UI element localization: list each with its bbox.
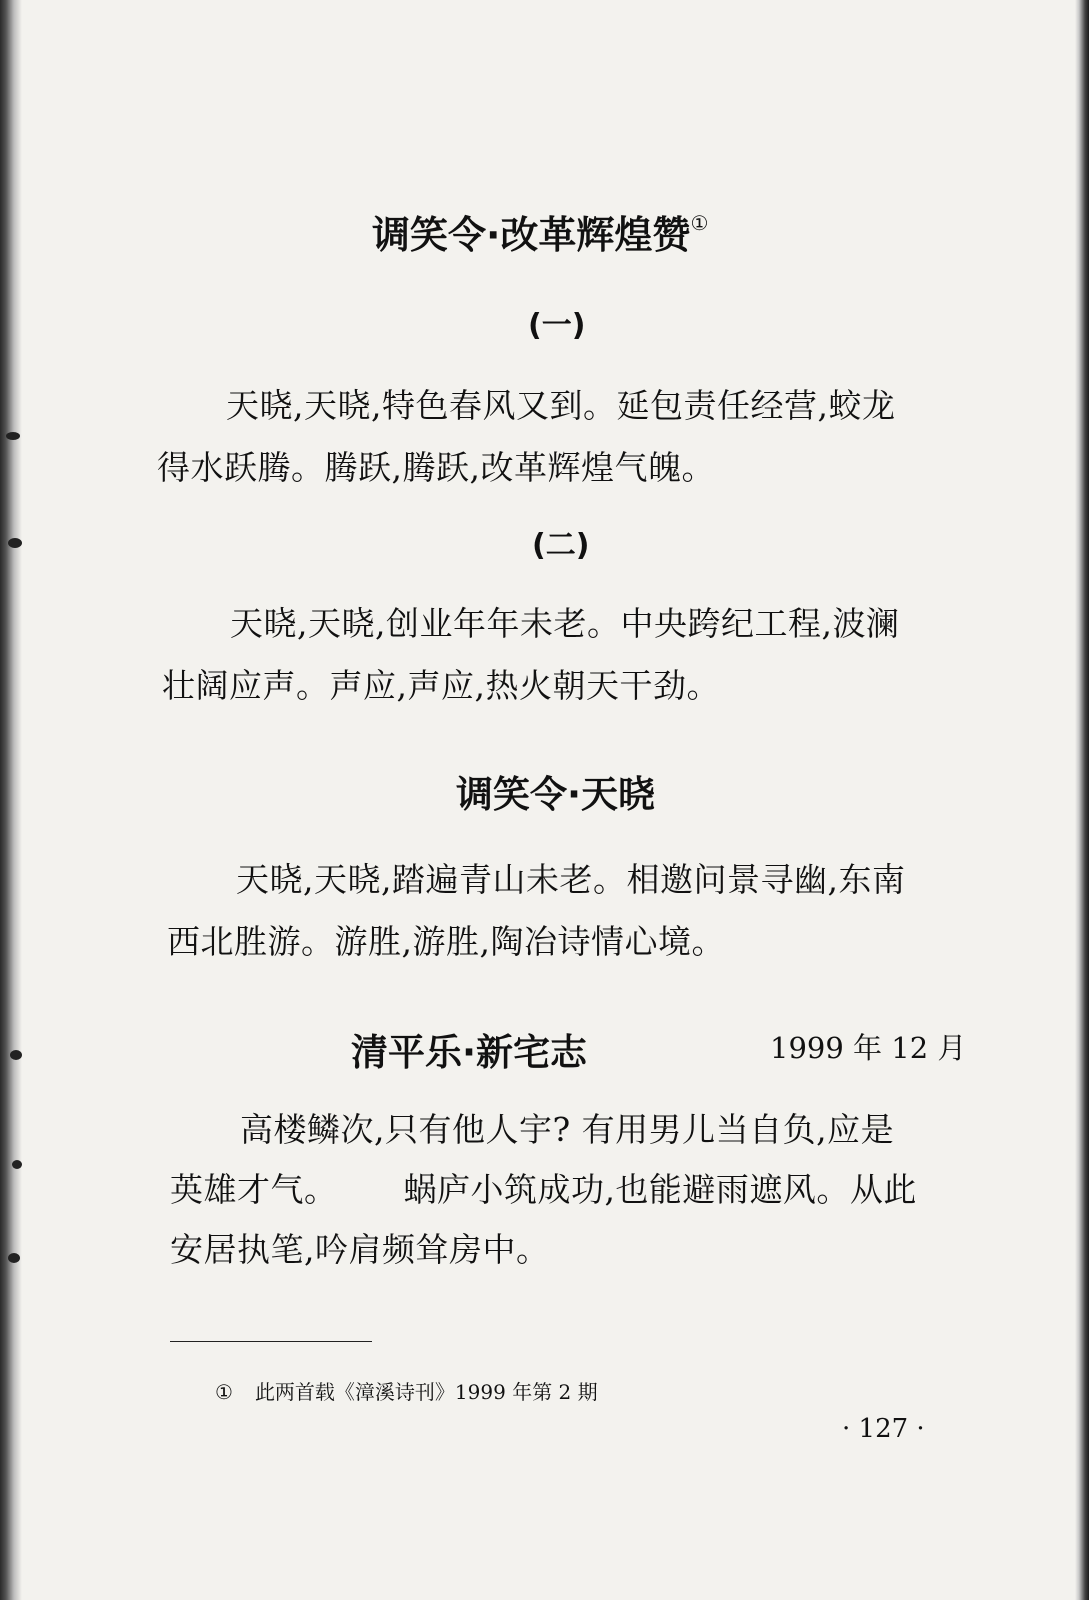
poem3-line1: 高楼鳞次,只有他人宇? 有用男儿当自负,应是 — [240, 1110, 895, 1149]
poem1-part2-line1: 天晓,天晓,创业年年未老。中央跨纪工程,波澜 — [230, 604, 900, 643]
poem1-part2-line2: 壮阔应声。声应,声应,热火朝天干劲。 — [162, 666, 720, 705]
poem1-title — [372, 204, 708, 259]
footnote-divider — [170, 1341, 372, 1342]
scan-speck — [12, 1160, 22, 1169]
footnote-text: 此两首载《漳溪诗刊》1999 年第 2 期 — [254, 1380, 598, 1404]
footnote-ref-marker: ① — [690, 211, 709, 235]
page-edge-left — [0, 0, 22, 1600]
scan-speck — [8, 1253, 20, 1263]
page-edge-right — [1075, 0, 1089, 1600]
poem3-line2: 英雄才气。 蜗庐小筑成功,也能避雨遮风。从此 — [170, 1170, 917, 1209]
poem3-line3: 安居执笔,吟肩频耸房中。 — [170, 1230, 550, 1269]
page-number: · 127 · — [842, 1414, 925, 1444]
poem3-date: 1999 年 12 月 — [770, 1031, 967, 1065]
scan-speck — [8, 538, 22, 548]
poem2-line1: 天晓,天晓,踏遍青山未老。相邀问景寻幽,东南 — [236, 860, 906, 899]
poem1-part1-line1: 天晓,天晓,特色春风又到。延包责任经营,蛟龙 — [226, 386, 896, 425]
poem1-title-text: 调笑令·改革辉煌赞 — [372, 213, 691, 257]
poem1-part2-number: (二) — [532, 528, 590, 563]
poem1-part1-number: (一) — [528, 308, 586, 343]
footnote-marker: ① — [215, 1380, 233, 1404]
scan-speck — [10, 1050, 22, 1060]
footnote — [215, 1376, 598, 1405]
poem2-title: 调笑令·天晓 — [456, 773, 656, 816]
poem3-title: 清平乐·新宅志 — [351, 1031, 588, 1074]
poem2-line2: 西北胜游。游胜,游胜,陶冶诗情心境。 — [167, 922, 725, 961]
scan-speck — [6, 432, 20, 440]
poem1-part1-line2: 得水跃腾。腾跃,腾跃,改革辉煌气魄。 — [157, 448, 715, 487]
